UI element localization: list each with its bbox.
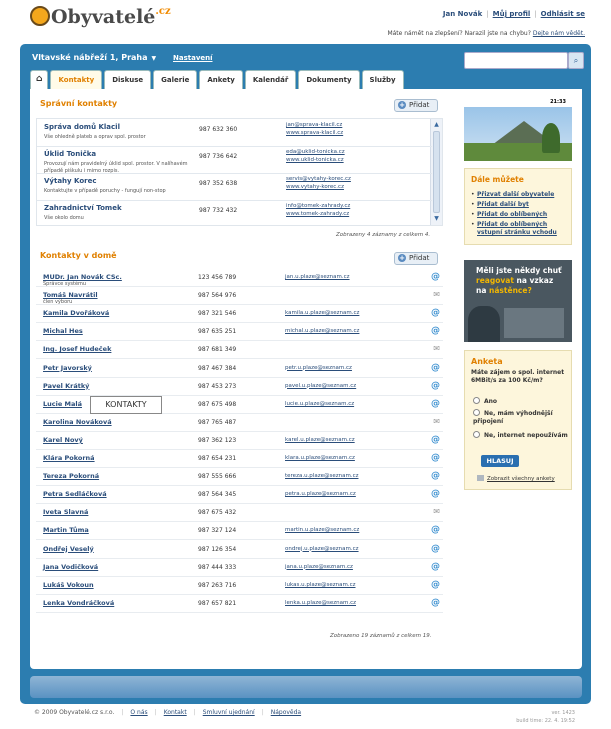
admin-contact-row xyxy=(37,173,432,201)
admin-contact-row xyxy=(37,146,432,174)
resident-name-link[interactable]: Karolina Nováková xyxy=(43,417,112,426)
resident-role: Správce systému xyxy=(43,281,87,287)
bullet: • xyxy=(471,211,475,218)
resident-email-link[interactable]: lucie.u.plaze@seznam.cz xyxy=(285,400,355,407)
search-button[interactable] xyxy=(568,52,584,69)
at-icon[interactable]: @ xyxy=(431,434,440,445)
contact-description: Vše ohledně plateb a oprav spol. prostor xyxy=(44,134,146,140)
scroll-up-icon[interactable]: ▲ xyxy=(434,121,439,128)
ad-text-b: reagovat xyxy=(476,276,514,285)
at-icon[interactable]: @ xyxy=(431,471,440,482)
logo-sun-icon xyxy=(30,6,50,26)
envelope-icon[interactable]: ✉ xyxy=(433,416,440,426)
contact-phone: 987 352 638 xyxy=(199,180,238,187)
tab-diskuse[interactable]: Diskuse xyxy=(104,70,151,89)
house-contact-row xyxy=(36,432,443,450)
resident-email-link[interactable]: martin.u.plaze@seznam.cz xyxy=(285,527,360,534)
build-time: build time: 22. 4. 19:52 xyxy=(516,718,575,724)
user-name-link[interactable]: Jan Novák xyxy=(442,10,483,18)
resident-phone: 987 564 976 xyxy=(198,292,237,300)
tab-dokumenty[interactable]: Dokumenty xyxy=(298,70,359,89)
house-contact-row xyxy=(36,595,443,613)
radio-button[interactable] xyxy=(473,397,480,404)
resident-phone: 987 681 349 xyxy=(198,346,237,354)
poll-box xyxy=(464,350,572,490)
house-contacts-title: Kontakty v domě xyxy=(40,251,117,260)
resident-phone: 987 467 384 xyxy=(198,364,237,372)
all-polls-label: Zobrazit všechny ankety xyxy=(487,476,555,482)
address-selector[interactable] xyxy=(32,53,156,62)
contact-phone: 987 736 642 xyxy=(199,153,238,160)
contact-description: Vše okolo domu xyxy=(44,215,84,221)
footer-help-link[interactable]: Nápověda xyxy=(270,709,302,716)
plus-icon: + xyxy=(399,101,405,109)
at-icon[interactable]: @ xyxy=(431,453,440,463)
resident-name-link[interactable]: MUDr. Jan Novák CSc. xyxy=(43,273,122,281)
tab-kontakty[interactable]: Kontakty xyxy=(50,70,102,89)
resident-name-link[interactable]: Karel Nový xyxy=(43,435,83,444)
tooltip: KONTAKTY xyxy=(90,396,162,414)
admin-summary: Zobrazeny 4 záznamy z celkem 4. xyxy=(336,232,431,238)
search-icon: ⌕ xyxy=(573,56,579,65)
admin-contact-row xyxy=(37,119,432,147)
feedback-prompt xyxy=(387,30,585,37)
phone-tree xyxy=(542,123,560,153)
contact-email-link[interactable]: servis@vytahy-korec.cz xyxy=(286,176,351,182)
resident-email-link[interactable]: tereza.u.plaze@seznam.cz xyxy=(285,473,359,480)
contact-web-link[interactable]: www.sprava-klacil.cz xyxy=(286,130,344,136)
ad-noticeboard xyxy=(504,308,564,338)
resident-email-link[interactable]: lenka.u.plaze@seznam.cz xyxy=(285,599,357,606)
add-house-contact-button[interactable] xyxy=(394,252,438,265)
phone-time: 21:33 xyxy=(550,99,566,105)
resident-phone: 987 444 333 xyxy=(198,563,237,571)
resident-email-link[interactable]: jan.u.plaze@seznam.cz xyxy=(285,274,350,280)
tab-sluzby[interactable]: Služby xyxy=(362,70,404,89)
version-text: ver. 1423 xyxy=(551,710,575,716)
house-contact-row xyxy=(36,305,443,323)
scroll-thumb[interactable] xyxy=(433,131,440,213)
feedback-link[interactable]: Dejte nám vědět. xyxy=(532,30,585,37)
contact-web-link[interactable]: www.uklid-tonicka.cz xyxy=(286,157,344,163)
next-actions-title: Dále můžete xyxy=(471,175,524,184)
resident-name-link[interactable]: Ondřej Veselý xyxy=(43,544,94,553)
admin-contacts-list xyxy=(36,118,443,226)
resident-email-link[interactable]: petr.u.plaze@seznam.cz xyxy=(285,364,352,371)
poll-option-better[interactable] xyxy=(473,409,569,426)
at-icon[interactable]: @ xyxy=(431,362,440,373)
at-icon[interactable]: @ xyxy=(431,272,440,282)
add-admin-contact-button[interactable] xyxy=(394,99,438,112)
at-icon[interactable]: @ xyxy=(431,326,440,337)
add-favorites-link[interactable]: Přidat do oblíbených xyxy=(477,211,548,218)
house-contact-row xyxy=(36,360,443,378)
house-summary: Zobrazeno 19 záznamů z celkem 19. xyxy=(330,633,432,639)
add-entrance-favorites-link[interactable]: Přidat do oblíbených vstupní stránku vchodu xyxy=(477,221,557,236)
house-contact-row xyxy=(36,269,443,287)
radio-button[interactable] xyxy=(473,431,480,438)
resident-phone: 987 635 251 xyxy=(198,328,237,336)
chevron-down-icon: ▼ xyxy=(151,55,157,62)
contact-email-link[interactable]: jan@sprava-klacil.cz xyxy=(286,122,343,128)
house-contact-row xyxy=(36,287,443,305)
next-actions-box xyxy=(464,168,572,245)
at-icon[interactable]: @ xyxy=(431,380,440,391)
contact-name[interactable]: Výtahy Korec xyxy=(44,177,97,185)
house-contact-row xyxy=(36,541,443,559)
contact-phone: 987 632 360 xyxy=(199,126,238,133)
add-label: Přidat xyxy=(409,101,430,109)
invite-residents-link[interactable]: Přizvat další obyvatele xyxy=(477,191,555,198)
settings-link[interactable]: Nastavení xyxy=(173,54,213,62)
tab-home[interactable] xyxy=(30,70,48,89)
logo[interactable] xyxy=(30,6,171,36)
resident-email-link[interactable]: ondrej.u.plaze@seznam.cz xyxy=(285,545,359,552)
house-contact-row xyxy=(36,450,443,468)
at-icon[interactable]: @ xyxy=(431,597,440,608)
add-label: Přidat xyxy=(409,254,430,262)
tab-bar xyxy=(30,70,404,90)
house-contact-row xyxy=(36,414,443,432)
house-contact-row xyxy=(36,468,443,486)
resident-phone: 987 126 354 xyxy=(198,545,237,553)
resident-name-link[interactable]: Petra Sedláčková xyxy=(43,490,107,499)
house-contacts-list xyxy=(36,269,443,629)
house-contact-row xyxy=(36,522,443,540)
tab-kalendar[interactable]: Kalendář xyxy=(245,70,296,89)
bullet: • xyxy=(471,201,475,208)
resident-phone: 987 362 123 xyxy=(198,436,237,444)
resident-name-link[interactable]: Ing. Josef Hudeček xyxy=(43,345,112,354)
all-polls-link[interactable] xyxy=(477,475,555,482)
tab-galerie[interactable]: Galerie xyxy=(153,70,197,89)
poll-option-label: Ano xyxy=(484,398,498,405)
resident-name-link[interactable]: Lenka Vondráčková xyxy=(43,598,115,607)
vote-button[interactable]: HLASUJ xyxy=(481,455,519,467)
ad-banner[interactable] xyxy=(464,260,572,342)
contact-web-link[interactable]: www.tomek-zahrady.cz xyxy=(286,211,350,217)
resident-phone: 987 321 546 xyxy=(198,310,237,318)
poll-option-no-internet[interactable] xyxy=(473,431,569,440)
contact-web-link[interactable]: www.vytahy-korec.cz xyxy=(286,184,344,190)
at-icon[interactable]: @ xyxy=(431,543,440,554)
contact-name[interactable]: Úklid Tonička xyxy=(44,150,97,158)
resident-phone: 987 555 666 xyxy=(198,473,237,481)
resident-name-link[interactable]: Petr Javorský xyxy=(43,363,92,372)
resident-name-link[interactable]: Tereza Pokorná xyxy=(43,472,100,481)
footer: © 2009 Obyvatelé.cz s.r.o. | O nás | Kontakt | Smluvní ujednání | Nápověda xyxy=(34,709,302,716)
resident-phone: 987 675 432 xyxy=(198,509,237,517)
phone-status-bar xyxy=(464,99,572,107)
house-contact-row xyxy=(36,323,443,341)
resident-phone: 987 765 487 xyxy=(198,418,237,426)
list-icon xyxy=(477,475,484,481)
house-contact-row xyxy=(36,577,443,595)
phone-image xyxy=(464,99,572,161)
footer-about-link[interactable]: O nás xyxy=(130,709,148,716)
ad-text-c: na vzkaz na xyxy=(476,276,554,295)
poll-option-yes[interactable] xyxy=(473,397,569,406)
ad-text-a: Měli jste někdy chuť xyxy=(476,266,562,275)
contact-email-link[interactable]: info@tomek-zahrady.cz xyxy=(286,203,351,209)
footer-terms-link[interactable]: Smluvní ujednání xyxy=(202,709,255,716)
resident-phone: 987 453 273 xyxy=(198,382,237,390)
contact-phone: 987 732 432 xyxy=(199,207,238,214)
resident-phone: 987 564 345 xyxy=(198,491,237,499)
resident-name-link[interactable]: Tomáš Navrátil xyxy=(43,291,98,300)
plus-icon: + xyxy=(399,254,405,262)
contact-name[interactable]: Správa domů Klacil xyxy=(44,123,120,131)
logo-cz: .cz xyxy=(155,6,171,17)
at-icon[interactable]: @ xyxy=(431,308,440,319)
resident-name-link[interactable]: Kamila Dvořáková xyxy=(43,309,110,318)
envelope-icon[interactable]: ✉ xyxy=(433,290,440,300)
poll-option-label: Ne, internet nepoužívám xyxy=(484,432,568,439)
contact-name[interactable]: Zahradnictví Tomek xyxy=(44,204,122,212)
build-info xyxy=(516,709,575,725)
bullet: • xyxy=(471,191,475,198)
add-flat-link[interactable]: Přidat další byt xyxy=(477,201,529,208)
envelope-icon[interactable]: ✉ xyxy=(433,507,440,517)
resident-phone: 987 263 716 xyxy=(198,581,237,589)
footer-contact-link[interactable]: Kontakt xyxy=(163,709,187,716)
at-icon[interactable]: @ xyxy=(431,579,440,590)
resident-role: člen výboru xyxy=(43,299,73,306)
house-contact-row xyxy=(36,378,443,396)
house-contact-row xyxy=(36,341,443,359)
envelope-icon[interactable]: ✉ xyxy=(433,344,440,354)
resident-email-link[interactable]: pavel.u.plaze@seznam.cz xyxy=(285,382,357,389)
resident-phone: 987 654 231 xyxy=(198,455,237,462)
poll-option-label: Ne, mám výhodnější připojení xyxy=(473,410,553,425)
resident-name-link[interactable]: Martin Tůma xyxy=(43,526,89,535)
resident-name-link[interactable]: Iveta Slavná xyxy=(43,508,89,517)
ad-text xyxy=(476,266,566,296)
resident-name-link[interactable]: Lucie Malá xyxy=(43,399,82,408)
tab-ankety[interactable]: Ankety xyxy=(199,70,243,89)
poll-question: Máte zájem o spol. internet 6MBit/s za 100 Kč/m? xyxy=(471,369,565,384)
radio-button[interactable] xyxy=(473,409,480,416)
resident-email-link[interactable]: petra.u.plaze@seznam.cz xyxy=(285,491,356,498)
feedback-text: Máte námět na zlepšení? Narazil jste na chybu? xyxy=(387,30,531,37)
bottom-bar xyxy=(30,676,582,698)
resident-name-link[interactable]: Michal Hes xyxy=(43,327,83,336)
copyright: © 2009 Obyvatelé.cz s.r.o. xyxy=(34,709,115,716)
contact-description: Provozují nám pravidelný úklid spol. prostor. V nalíhavém případě piškulu i mimo rozpis. xyxy=(44,161,188,174)
logo-text: Obyvatelé xyxy=(51,6,156,28)
resident-email-link[interactable]: klara.u.plaze@seznam.cz xyxy=(285,455,355,461)
admin-contact-row xyxy=(37,200,432,226)
profile-link[interactable]: Můj profil xyxy=(492,10,531,18)
resident-phone: 987 675 498 xyxy=(198,400,237,408)
ad-person xyxy=(468,306,500,342)
house-contact-row xyxy=(36,504,443,522)
address-text: Vltavské nábřeží 1, Praha xyxy=(32,53,148,62)
logout-link[interactable]: Odhlásit se xyxy=(540,10,585,18)
resident-email-link[interactable]: jana.u.plaze@seznam.cz xyxy=(285,563,353,570)
resident-phone: 123 456 789 xyxy=(198,274,237,281)
contact-email-link[interactable]: eda@uklid-tonicka.cz xyxy=(286,149,345,155)
contact-description: Kontaktujte v případě poruchy - fungují non-stop xyxy=(44,188,166,194)
bullet: • xyxy=(471,221,475,228)
house-contact-row xyxy=(36,486,443,504)
resident-name-link[interactable]: Jana Vodičková xyxy=(43,562,99,571)
at-icon[interactable]: @ xyxy=(431,489,440,500)
house-contact-row xyxy=(36,559,443,577)
user-links: Jan Novák | Můj profil | Odhlásit se xyxy=(442,10,585,18)
at-icon[interactable]: @ xyxy=(431,561,440,572)
at-icon[interactable]: @ xyxy=(431,525,440,536)
resident-name-link[interactable]: Pavel Krátký xyxy=(43,381,90,390)
at-icon[interactable]: @ xyxy=(431,398,440,409)
search-input[interactable] xyxy=(464,52,568,69)
admin-contacts-title: Správní kontakty xyxy=(40,99,118,108)
home-icon: ⌂ xyxy=(36,74,43,84)
scroll-down-icon[interactable]: ▼ xyxy=(434,215,439,222)
resident-email-link[interactable]: karel.u.plaze@seznam.cz xyxy=(285,436,355,443)
poll-title: Anketa xyxy=(471,357,503,366)
ad-text-d: nástěnce? xyxy=(489,286,532,295)
resident-phone: 987 327 124 xyxy=(198,527,237,535)
resident-email-link[interactable]: lukas.u.plaze@seznam.cz xyxy=(285,581,356,588)
resident-name-link[interactable]: Lukáš Vokoun xyxy=(43,580,94,589)
resident-email-link[interactable]: michal.u.plaze@seznam.cz xyxy=(285,328,360,335)
resident-email-link[interactable]: kamila.u.plaze@seznam.cz xyxy=(285,310,360,317)
resident-name-link[interactable]: Klára Pokorná xyxy=(43,454,95,462)
resident-phone: 987 657 821 xyxy=(198,599,237,607)
